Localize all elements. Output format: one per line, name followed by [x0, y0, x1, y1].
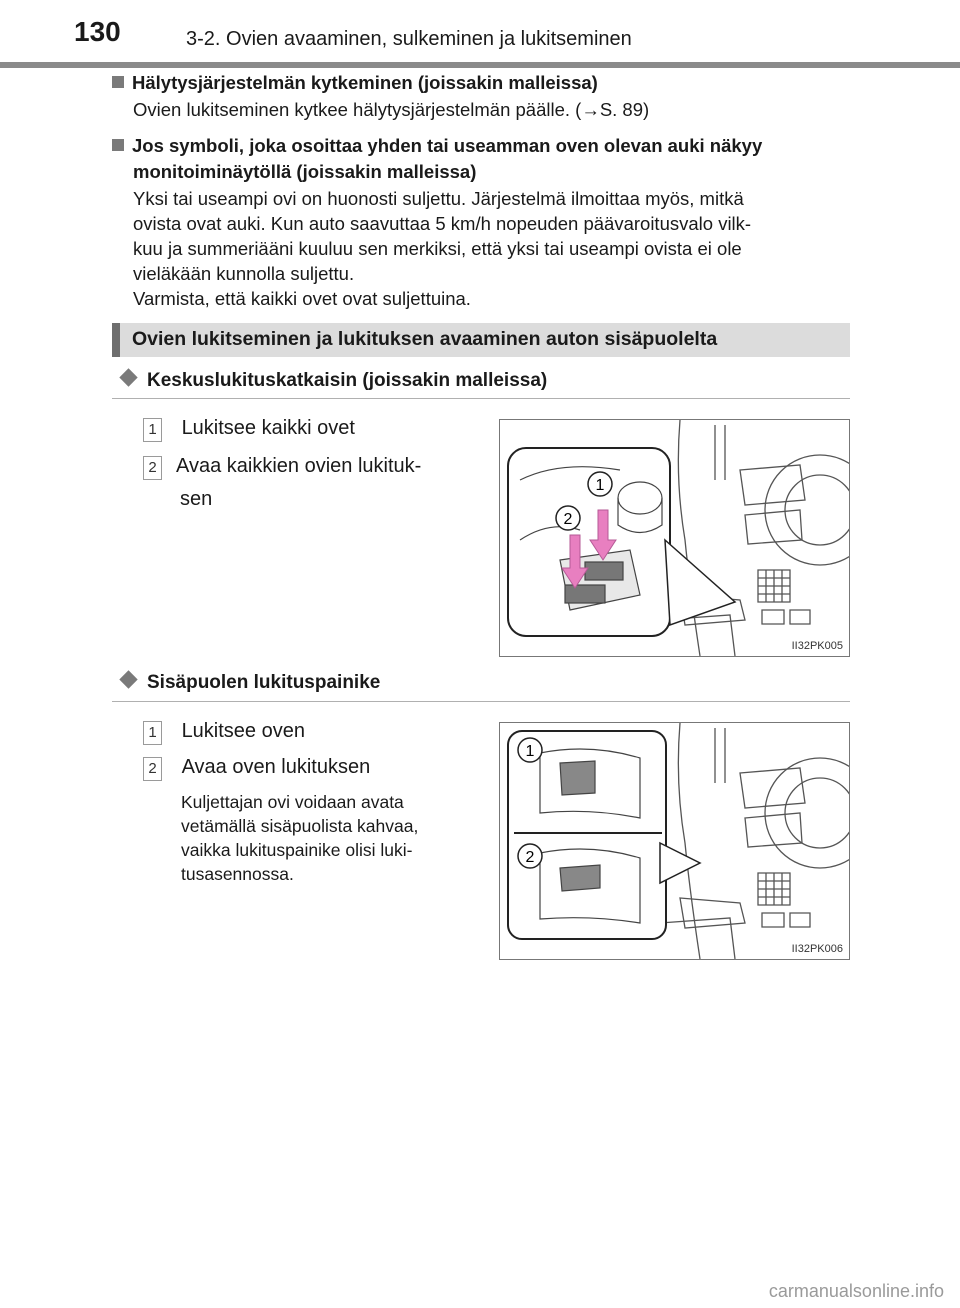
square-bullet-icon [112, 139, 124, 151]
diamond-bullet-icon [119, 368, 137, 386]
subsection-rule [112, 701, 850, 702]
figure-central-lock-switch [499, 419, 850, 657]
section-door-open-body: Yksi tai useampi ovi on huonosti suljettu. Järjestelmä ilmoittaa myös, mitkä ovista ovat auki. Kun auto saavuttaa 5 km/h nopeuden päävaroitusvalo vilk- kuu ja summeriääni kuuluu sen merkiksi, että yksi tai useampi ovista ei ole vieläkään kunnolla suljettu. Varmista, että kaikki ovet ovat suljettuina. [133, 188, 752, 309]
callout-1: 1 [595, 477, 605, 494]
banner-accent-bar [112, 323, 120, 357]
callout-2: 2 [525, 849, 535, 866]
inside-lock-illustration [500, 723, 849, 959]
figure-inside-lock-button [499, 722, 850, 960]
item-number-badge: 1 [143, 721, 162, 745]
page-reference-link[interactable]: S. 89) [599, 99, 650, 120]
item-number-badge: 1 [143, 418, 162, 442]
central-lock-illustration [500, 420, 849, 656]
diamond-bullet-icon [119, 670, 137, 688]
list-item: 2 Avaa oven lukituksen [143, 751, 370, 784]
section-alarm-body: Ovien lukitseminen kytkee hälytysjärjestelmän päälle. (→S. 89) [133, 99, 650, 120]
figure-code: II32PK006 [791, 943, 843, 955]
list-item: 1 Lukitsee oven [143, 715, 305, 748]
callout-2: 2 [563, 511, 573, 528]
section-alarm-title: Hälytysjärjestelmän kytkeminen (joissakin malleissa) [112, 70, 598, 96]
list-item: 1 Lukitsee kaikki ovet [143, 412, 355, 445]
figure-code: II32PK005 [791, 640, 843, 652]
item-number-badge: 2 [143, 456, 162, 480]
subsection-central-lock-title: Keskuslukituskatkaisin (joissakin malleissa) [118, 370, 547, 392]
arrow-right-icon: → [581, 99, 600, 120]
section-banner [112, 323, 850, 357]
item-number-badge: 2 [143, 757, 162, 781]
section-door-open-title: Jos symboli, joka osoittaa yhden tai useamman oven olevan auki näkyy monitoiminäytöllä (joissakin malleissa) [112, 133, 852, 185]
subsection-rule [112, 398, 850, 399]
list-item: 2 Avaa kaikkien ovien lukituk- sen [143, 450, 421, 516]
watermark: carmanualsonline.info [768, 1281, 944, 1301]
chapter-title: 3-2. Ovien avaaminen, sulkeminen ja lukitseminen [186, 28, 632, 50]
note-text: Kuljettajan ovi voidaan avata vetämällä sisäpuolista kahvaa, vaikka lukituspainike olisi luki- tusasennossa. [181, 792, 419, 884]
header-rule [0, 62, 960, 68]
page-number: 130 [74, 16, 121, 47]
subsection-inside-lock-title: Sisäpuolen lukituspainike [118, 672, 380, 694]
callout-1: 1 [525, 743, 535, 760]
square-bullet-icon [112, 76, 124, 88]
banner-title: Ovien lukitseminen ja lukituksen avaaminen auton sisäpuolelta [132, 328, 718, 350]
